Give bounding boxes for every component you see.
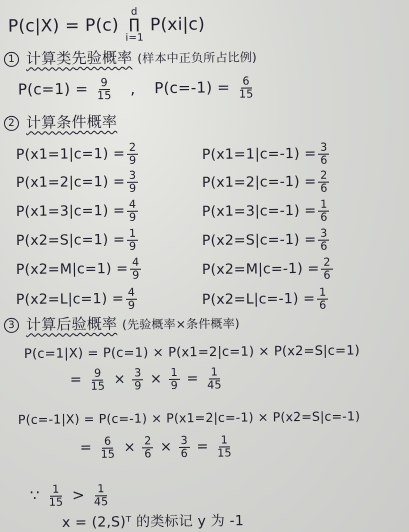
neg-factor2	[142, 435, 153, 459]
cond-prob-right-1	[202, 170, 332, 195]
posterior-neg-expression: P(c=-1|X) = P(c=-1) × P(x1=2|c=-1) × P(x2=S|c=-1)	[17, 408, 361, 427]
cond-prob-left-0	[16, 142, 140, 167]
naive-bayes-formula	[8, 6, 205, 45]
step1-title: 计算类先验概率	[25, 48, 133, 68]
cond-fraction	[127, 142, 138, 166]
cond-den: 6	[320, 153, 328, 167]
cond-label: P(x1=1|c=1) =	[15, 145, 126, 164]
cond-label: P(x1=2|c=1) =	[15, 173, 126, 192]
formula-rhs: P(xi|c)	[149, 14, 205, 36]
cond-num: 3	[318, 228, 329, 241]
prior-neg-num: 6	[240, 76, 251, 89]
neg-result	[215, 434, 234, 458]
cmp-right	[92, 483, 111, 507]
cond-den: 9	[129, 181, 137, 195]
cond-label: P(x1=3|c=1) =	[15, 202, 126, 221]
comparison	[30, 483, 112, 508]
cond-label: P(x2=L|c=1) =	[15, 290, 124, 309]
cond-label: P(x2=S|c=1) =	[15, 231, 126, 250]
cond-den: 9	[132, 268, 140, 282]
cond-den: 9	[127, 298, 136, 312]
cond-label: P(x2=M|c=1) =	[15, 260, 129, 279]
pos-factor2	[132, 367, 143, 391]
pos-f3-den: 9	[170, 378, 179, 392]
cond-num: 1	[318, 199, 329, 212]
neg-times2: ×	[160, 439, 173, 456]
step2-number: 2	[4, 116, 19, 131]
cond-den: 6	[320, 181, 328, 195]
cond-den: 9	[129, 239, 137, 253]
pos-result	[205, 366, 224, 390]
step2-heading	[4, 112, 118, 132]
cond-prob-right-2	[202, 199, 332, 224]
neg-res-den: 15	[217, 445, 232, 460]
cond-num: 4	[130, 257, 141, 270]
cmp-left	[47, 484, 66, 508]
cond-num: 4	[126, 287, 137, 300]
cmp-left-num: 1	[50, 484, 61, 497]
neg-factor3	[179, 435, 190, 459]
product-sign: ∏	[128, 16, 140, 33]
cond-prob-left-4	[16, 257, 144, 282]
cond-fraction	[317, 287, 328, 311]
cond-fraction	[126, 287, 137, 311]
cond-num: 3	[127, 170, 138, 183]
posterior-pos-expression: P(c=1|X) = P(c=1) × P(x1=2|c=1) × P(x2=S|c=1)	[23, 343, 360, 362]
pos-times1: ×	[113, 371, 126, 388]
cond-num: 2	[321, 257, 332, 270]
step1-number: 1	[4, 52, 19, 67]
prior-pos-num: 9	[98, 77, 109, 90]
cond-den: 6	[323, 268, 331, 282]
cmp-left-den: 15	[48, 495, 64, 509]
cond-den: 6	[319, 298, 327, 312]
cmp-right-num: 1	[95, 483, 106, 496]
neg-f2-num: 2	[142, 435, 153, 448]
cond-fraction	[127, 199, 138, 223]
cond-num: 1	[127, 228, 138, 241]
neg-f1-num: 6	[102, 436, 113, 449]
cond-prob-left-2	[16, 199, 140, 224]
cond-den: 6	[320, 210, 328, 224]
pos-times2: ×	[150, 371, 163, 388]
prior-pos-label: P(c=1) =	[17, 79, 89, 99]
neg-f2-den: 6	[144, 446, 152, 460]
therefore-symbol: ∵	[29, 486, 40, 505]
cond-prob-right-4	[202, 257, 335, 282]
prior-pos-den: 15	[97, 88, 112, 102]
final-classification: x = (2,S)ᵀ 的类标记 y 为 -1	[61, 513, 244, 531]
prior-neg-fraction	[237, 76, 256, 100]
pos-eq2: =	[186, 370, 199, 387]
pos-f1-num: 9	[92, 368, 103, 381]
product-symbol	[125, 7, 144, 45]
neg-res-num: 1	[219, 434, 230, 447]
cond-prob-right-0	[202, 142, 332, 167]
step2-title: 计算条件概率	[25, 112, 118, 132]
pos-f2-den: 9	[134, 378, 142, 392]
neg-f3-num: 3	[179, 435, 190, 448]
pos-f1-den: 15	[90, 379, 106, 393]
neg-factor1	[98, 436, 117, 460]
cond-prob-right-3	[202, 228, 332, 253]
step3-heading	[4, 316, 240, 333]
cond-num: 2	[127, 142, 138, 155]
cond-fraction	[127, 170, 138, 194]
cond-num: 3	[318, 142, 329, 155]
pos-res-num: 1	[209, 366, 220, 379]
cond-fraction	[318, 170, 329, 194]
pos-factor3	[169, 367, 180, 391]
prior-neg-label: P(c=-1) =	[154, 78, 231, 98]
step1-note: (样本中正负所占比例)	[137, 50, 257, 66]
cond-prob-left-1	[16, 170, 140, 195]
cond-fraction	[127, 228, 138, 252]
cond-label: P(x1=2|c=-1) =	[201, 173, 317, 192]
cmp-right-den: 45	[93, 494, 109, 508]
prior-separator: ,	[130, 79, 136, 98]
cond-num: 4	[127, 199, 138, 212]
posterior-neg-calc	[80, 434, 236, 460]
step1-priors	[18, 75, 258, 102]
cond-label: P(x1=1|c=-1) =	[201, 145, 317, 164]
neg-f1-den: 15	[100, 447, 116, 461]
cond-label: P(x2=L|c=-1) =	[201, 290, 316, 309]
cond-fraction	[321, 257, 332, 281]
cond-fraction	[318, 142, 329, 166]
cond-num: 2	[318, 170, 329, 183]
cond-fraction	[318, 228, 329, 252]
cond-label: P(x2=S|c=-1) =	[201, 231, 317, 250]
prior-neg-den: 15	[238, 87, 254, 101]
step3-title: 计算后验概率	[25, 314, 118, 334]
pos-res-den: 45	[207, 377, 222, 392]
pos-factor1	[88, 368, 107, 392]
step3-number: 3	[4, 318, 19, 333]
product-upper: d	[130, 6, 138, 18]
step1-heading	[4, 49, 257, 67]
cond-den: 9	[129, 210, 137, 224]
neg-eq2: =	[196, 438, 209, 455]
step3-note: (先验概率×条件概率)	[122, 316, 240, 332]
neg-times1: ×	[123, 439, 136, 456]
cond-fraction	[130, 257, 141, 281]
cond-den: 9	[129, 153, 137, 167]
cond-fraction	[318, 199, 329, 223]
prior-pos-fraction	[95, 77, 114, 101]
cond-prob-left-3	[16, 228, 140, 253]
cond-prob-left-5	[16, 287, 139, 312]
pos-f3-num: 1	[169, 367, 180, 380]
pos-f2-num: 3	[132, 367, 143, 380]
posterior-pos-calc	[70, 366, 226, 392]
cmp-operator: >	[71, 485, 85, 505]
formula-lhs: P(c|X) = P(c)	[7, 15, 119, 37]
cond-label: P(x2=M|c=-1) =	[201, 260, 320, 279]
cond-den: 6	[320, 239, 328, 253]
pos-eq: =	[69, 371, 83, 389]
neg-f3-den: 6	[180, 446, 189, 460]
neg-eq: =	[79, 439, 93, 457]
cond-prob-right-5	[202, 287, 331, 312]
product-lower: i=1	[125, 32, 144, 45]
cond-label: P(x1=3|c=-1) =	[201, 202, 317, 221]
cond-num: 1	[317, 287, 328, 300]
